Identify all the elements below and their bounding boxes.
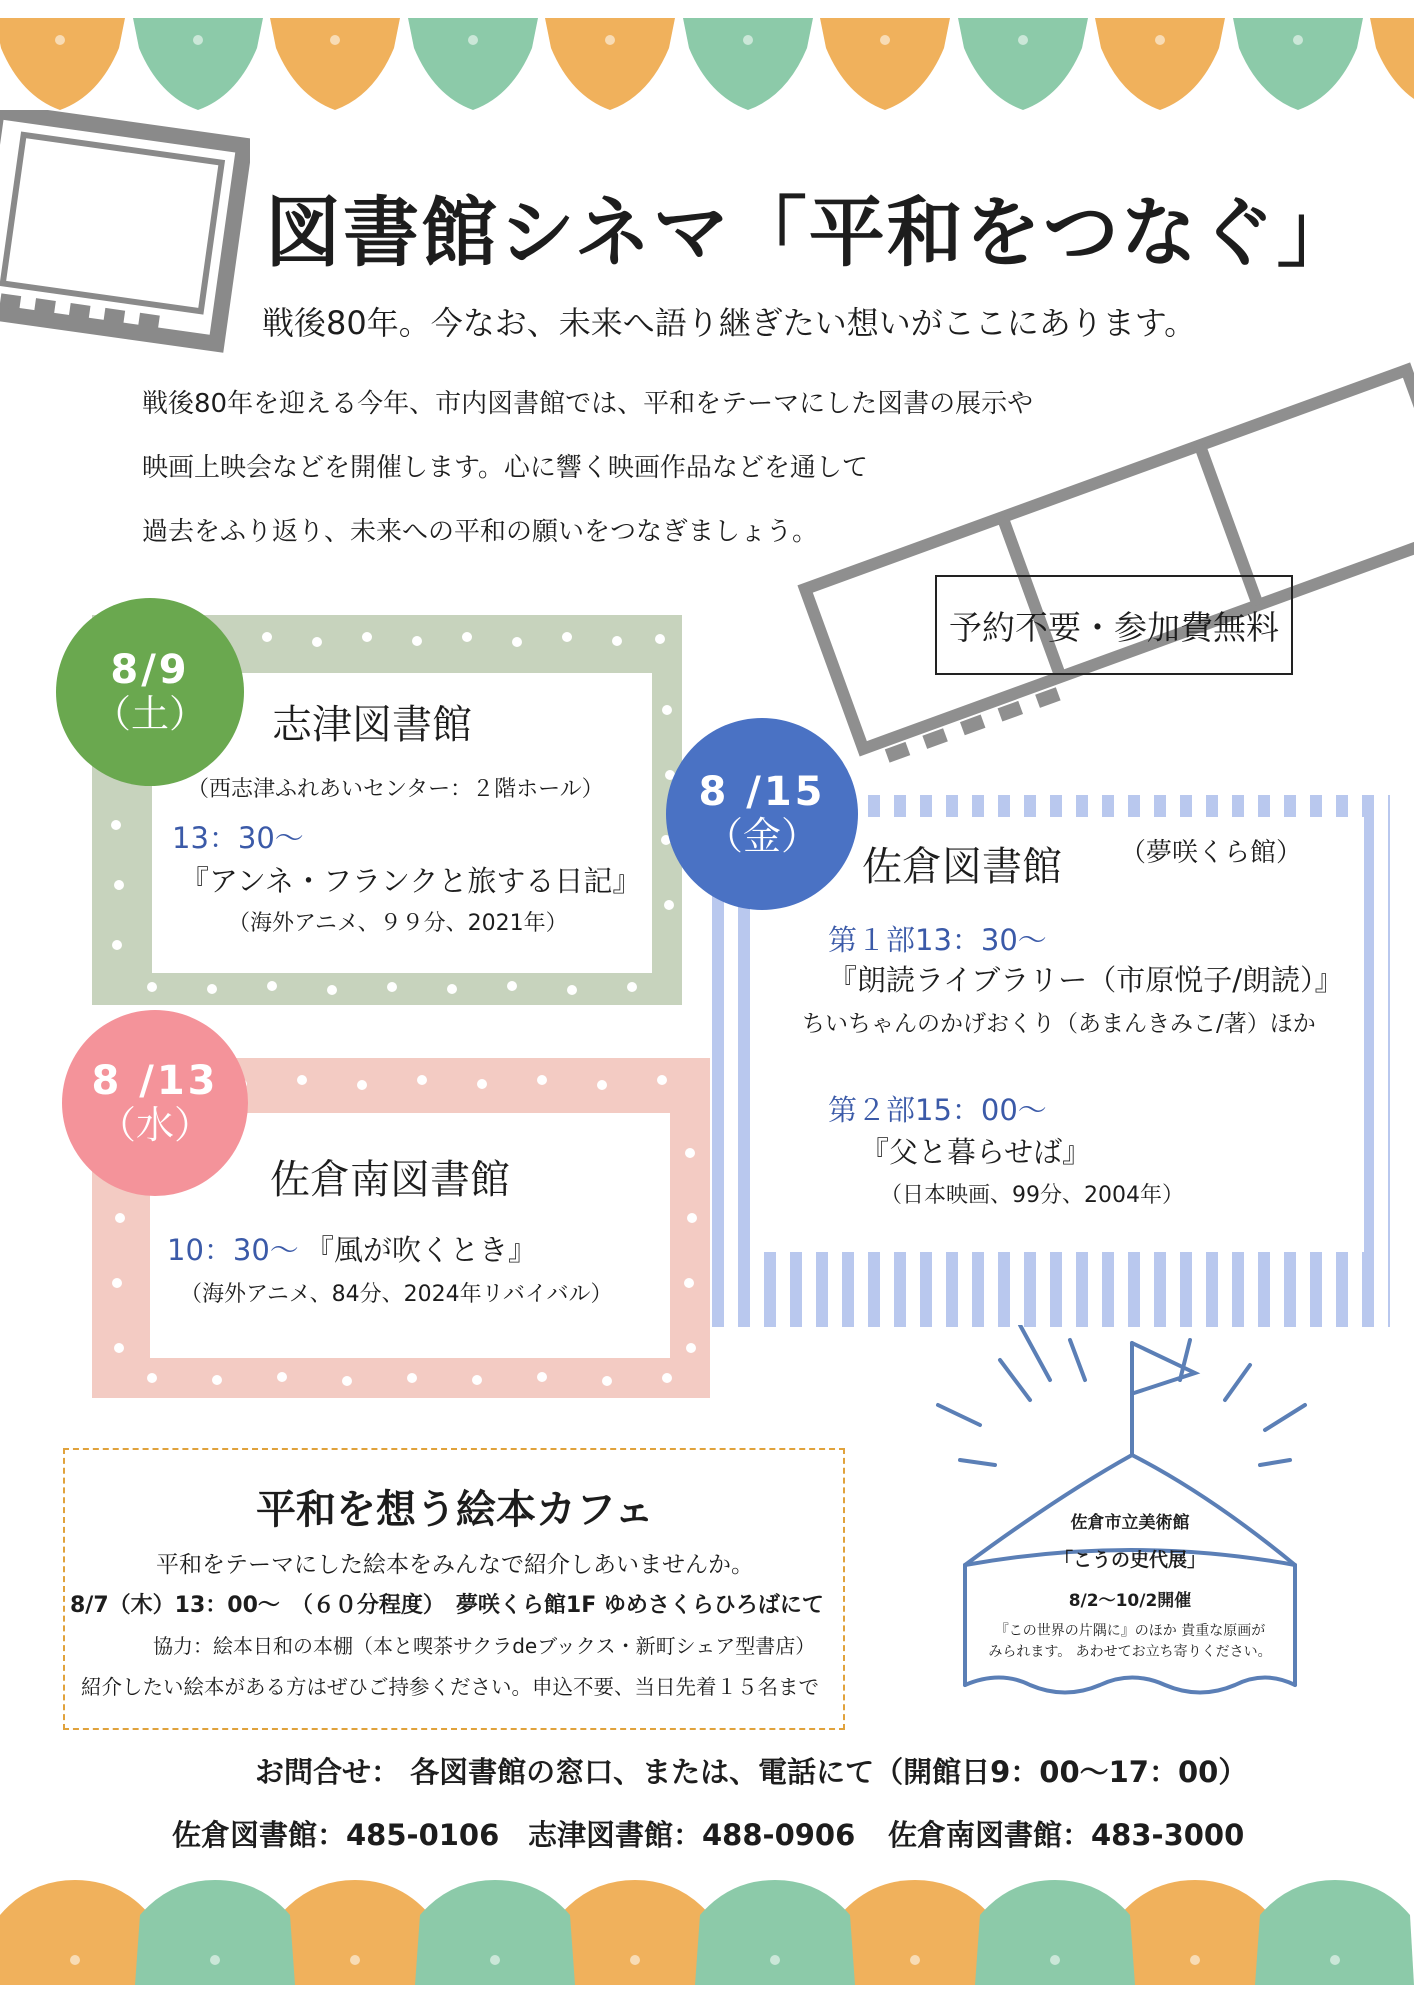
phone-sakura: 佐倉図書館：485-0106 [172, 1818, 500, 1852]
venue-sakura: （夢咲くら館） [1120, 838, 1303, 868]
intro-line-3: 過去をふり返り、未来への平和の願いをつなぎましょう。 [142, 517, 819, 547]
time-shizu: 13：30～ [172, 821, 304, 855]
museum-period: 8/2～10/2開催 [1068, 1591, 1192, 1611]
part2-info-sakura: （日本映画、99分、2004年） [880, 1183, 1184, 1208]
part1-time-sakura: 第１部13：30～ [828, 923, 1047, 957]
weekday-shizu: （土） [92, 692, 207, 737]
film-info-shizu: （海外アニメ、９９分、2021年） [228, 911, 568, 936]
museum-name: 佐倉市立美術館 [1070, 1513, 1190, 1533]
phone-sakura-minami: 佐倉南図書館：483-3000 [888, 1818, 1245, 1852]
date-shizu: 8/9 [110, 647, 190, 694]
part1-detail-sakura: ちいちゃんのかげおくり（あまんきみこ/著）ほか [802, 1011, 1316, 1037]
date-circle-shizu [56, 598, 244, 786]
date-circle-sakura-minami [62, 1010, 248, 1196]
part1-title-sakura: 『朗読ライブラリー（市原悦子/朗読）』 [828, 963, 1344, 997]
time-sakura-minami: 10：30～ [167, 1233, 299, 1267]
museum-note-2: みられます。 あわせてお立ち寄りください。 [988, 1644, 1272, 1660]
film-strip-top-left [0, 110, 250, 370]
bottom-bunting-decoration [0, 1875, 1414, 1985]
picture-book-cafe-box [63, 1448, 845, 1730]
part2-title-sakura: 『父と暮らせば』 [860, 1135, 1092, 1169]
page-subtitle: 戦後80年。今なお、未来へ語り継ぎたい想いがここにあります。 [262, 304, 1197, 342]
phone-shizu: 志津図書館：488-0906 [528, 1818, 856, 1852]
contact-line: お問合せ： 各図書館の窓口、または、電話にて（開館日9：00～17：00） [255, 1755, 1248, 1789]
weekday-sakura-minami: （水） [97, 1103, 212, 1148]
cafe-line-2: 8/7（木）13：00～ （６０分程度） 夢咲くら館1F ゆめさくらひろばにて [70, 1593, 824, 1618]
date-sakura-minami: 8 /13 [91, 1058, 219, 1105]
library-name-sakura-minami: 佐倉南図書館 [270, 1157, 510, 1203]
film-info-sakura-minami: （海外アニメ、84分、2024年リバイバル） [180, 1282, 613, 1307]
library-name-sakura: 佐倉図書館 [862, 844, 1062, 890]
page-title: 図書館シネマ「平和をつなぐ」 [265, 188, 1355, 277]
venue-shizu: （西志津ふれあいセンター：２階ホール） [187, 777, 604, 802]
part2-time-sakura: 第２部15：00～ [828, 1093, 1047, 1127]
date-sakura: 8 /15 [698, 769, 826, 816]
cafe-line-4: 紹介したい絵本がある方はぜひご持参ください。申込不要、当日先着１５名まで [81, 1675, 819, 1699]
cafe-line-3: 協力：絵本日和の本棚（本と喫茶サクラdeブックス・新町シェア型書店） [153, 1634, 816, 1658]
free-admission-box: 予約不要・参加費無料 [935, 575, 1293, 675]
intro-line-2: 映画上映会などを開催します。心に響く映画作品などを通して [142, 453, 868, 483]
museum-exhibit: 「こうの史代展」 [1053, 1549, 1206, 1571]
library-name-shizu: 志津図書館 [272, 702, 472, 748]
cafe-line-1: 平和をテーマにした絵本をみんなで紹介しあいませんか。 [156, 1552, 754, 1578]
film-title-shizu: 『アンネ・フランクと旅する日記』 [180, 864, 642, 898]
date-circle-sakura [666, 718, 858, 910]
intro-line-1: 戦後80年を迎える今年、市内図書館では、平和をテーマにした図書の展示や [142, 389, 1034, 419]
film-title-sakura-minami: 『風が吹くとき』 [305, 1233, 538, 1267]
weekday-sakura: （金） [704, 814, 819, 859]
museum-note-1: 『この世界の片隅に』のほか 貴重な原画が [994, 1623, 1266, 1639]
cafe-title: 平和を想う絵本カフェ [256, 1487, 654, 1533]
